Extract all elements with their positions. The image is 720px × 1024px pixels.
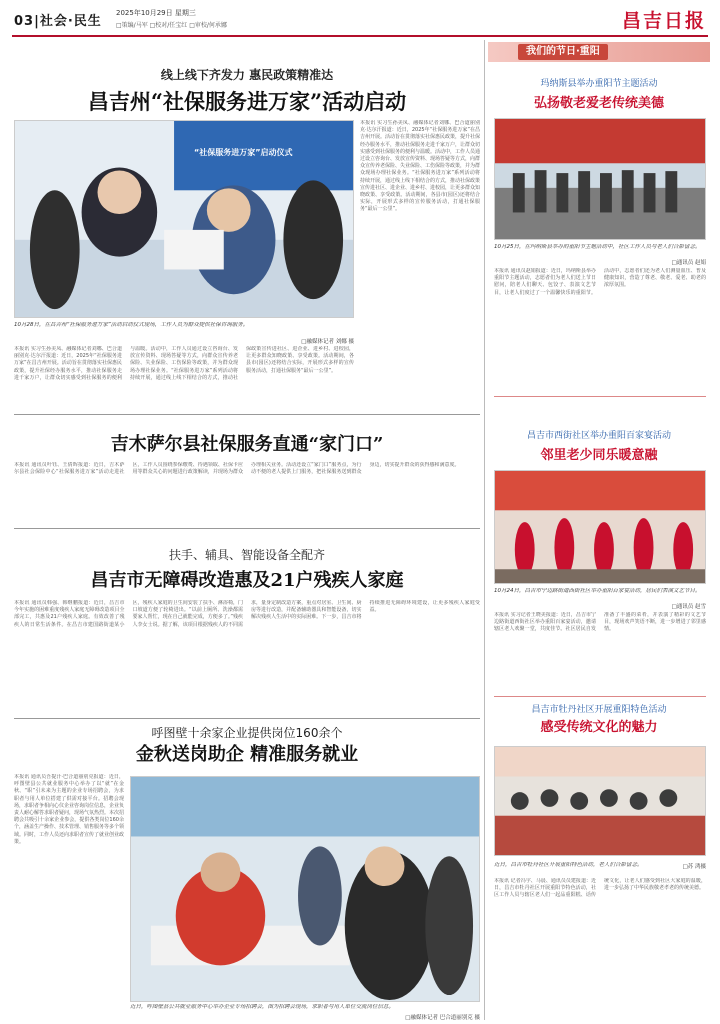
section-name: 社会·民生: [39, 14, 102, 29]
column-divider: [484, 40, 485, 1020]
r3-caption: 近日，昌吉市牡丹社区开展重阳特色活动，老人们合影留念。: [494, 862, 643, 868]
section-number: 03: [14, 14, 35, 29]
section-label: 03|社会·民生: [14, 14, 102, 29]
story4-caption: 近日，呼图壁县公共就业服务中心举办企业专场招聘会，图为招聘会现场，求职者与用人单位交流岗位信息。: [130, 1004, 395, 1010]
r1-photo: [494, 118, 706, 240]
r1-headline: 弘扬敬老爱老传统美德: [533, 96, 664, 111]
festival-banner: [488, 42, 710, 62]
story2-headline: 吉木萨尔县社保服务直通“家门口”: [110, 434, 384, 455]
paper-logo: 昌吉日报: [621, 10, 706, 32]
story3-kicker: 扶手、辅具、智能设备全配齐: [168, 548, 325, 562]
r2-caption: 10月24日，昌吉市宁边路街道西街社区举办重阳百家宴活动，居民们表演文艺节目。: [494, 588, 701, 594]
r3-headline: 感受传统文化的魅力: [540, 720, 658, 735]
story2-body: 本报讯 通讯员叶钰、王倩晖报道：近日，吉木萨尔县社会保险中心“社保服务进万家”活动走进社区，工作人员围绕参保缴费、待遇领取、社保卡应用等群众关心的问题进行政策解读，并现场为群众办理相关业务。活动还设立“家门口”服务点，为行动不便的老人提供上门服务，把社保服务送到群众身边，切实提升群众的获得感和满意度。: [14, 462, 460, 476]
story4-photo: [130, 776, 480, 1002]
story1-photo-sign: “社保服务进万家”启动仪式: [194, 148, 293, 157]
r2-credit: □通讯员 赵雪: [671, 604, 706, 610]
r2-photo: [494, 470, 706, 584]
r3-kicker: 昌吉市牡丹社区开展重阳特色活动: [531, 705, 667, 715]
story1-headline: 昌吉州“社保服务进万家”活动启动: [87, 89, 407, 114]
divider: [494, 396, 706, 397]
r3-body: 本报讯 记者冯宇、马晨、通讯员员建报道：近日，昌吉市牡丹社区开展重阳节特色活动，社区工作人员与辖区老人们一起品重阳糕、话传统文化，让老人们感受到社区大家庭的温暖，进一步弘扬了中华民族敬老孝老的传统美德。: [494, 878, 706, 899]
r1-kicker: 玛纳斯县举办重阳节主题活动: [540, 79, 658, 89]
r1-body: 本报讯 通讯员赵娟报道：近日，玛纳斯县举办重阳节主题活动，志愿者们为老人们送上节日慰问，陪老人们聊天、包饺子、表演文艺节目，让老人们度过了一个温馨快乐的重阳节。活动中，志愿者们还为老人们测量血压、普及健康知识，营造了尊老、敬老、爱老、助老的浓厚氛围。: [494, 268, 706, 296]
masthead: [0, 0, 720, 36]
r2-kicker: 昌吉市西街社区举办重阳百家宴活动: [526, 431, 671, 441]
story4-kicker: 呼图壁十余家企业提供岗位160余个: [151, 726, 343, 740]
divider: [14, 528, 480, 529]
date-line: 2025年10月29日 星期三: [116, 9, 196, 17]
r2-body: 本报讯 实习记者王晓美报道：近日，昌吉市宁边路街道西街社区举办重阳百家宴活动，邀请辖区老人欢聚一堂，共度佳节。社区居民自发准备了丰盛的菜肴，并表演了精彩的文艺节目，现场欢声笑语不断，进一步增进了邻里感情。: [494, 612, 706, 633]
divider: [14, 718, 480, 719]
story3-body: 本报讯 通讯员韩强、韩继鹏报道：近日，昌吉市今年实施的困难重度残疾人家庭无障碍改造项目全部完工，共惠及21户残疾人家庭。有效改善了残疾人的日常生活条件。在昌吉市建国路街道某小区，残疾人家庭的卫生间安装了扶手、淋浴椅，门口坡道方便了轮椅进出。“以前上厕所、洗澡都需要家人帮忙，现在自己就能完成，方便多了。”残疾人李女士说。据了解，该项目根据残疾人的不同需求，量身定制改造方案，重点对居室、卫生间、厨房等进行改造，并配备辅助器具和智能设备，切实解决残疾人生活中的实际困难。下一步，昌吉市将持续推进无障碍环境建设，让更多残疾人家庭受益。: [14, 600, 480, 628]
story1-caption: 10月28日，在昌吉州“社保服务进万家”活动启动仪式现场，工作人员为群众提供社保咨询服务。: [14, 322, 249, 328]
r2-headline: 邻里老少同乐暖意融: [540, 448, 658, 463]
festival-banner-label: 我们的节日·重阳: [518, 44, 608, 60]
story1-body-right: 本报讯 实习生孙美凤、融媒体记者刘娜、巴合道丽别克·达尔汗报道：近日，2025年“社保服务进万家”在昌吉州开展。活动旨在贯彻落实社保惠民政策，提升社保经办服务水平，推动社保服务走进千家万户，让群众切实感受到社保服务的便利与温暖。活动中，工作人员通过设立咨询台、发放宣传资料、现场答疑等方式，向群众宣传养老保险、失业保险、工伤保险等政策，并为群众现场办理社保业务。“社保服务进万家”系列活动将持续开展，通过线上线下相结合的方式，推动社保政策宣传进社区、进企业、进乡村、进校园，让更多群众知晓政策、享受政策。活动期间，各县市(园区)还将结合实际，开展形式多样的宣传服务活动，打通社保服务“最后一公里”。: [360, 120, 480, 213]
story1-body-left: 本报讯 实习生孙美凤、融媒体记者刘娜、巴合道丽别克·达尔汗报道：近日，2025年“社保服务进万家”在昌吉州开展。活动旨在贯彻落实社保惠民政策，提升社保经办服务水平，推动社保服务走进千家万户，让群众切实感受到社保服务的便利与温暖。活动中，工作人员通过设立咨询台、发放宣传资料、现场答疑等方式，向群众宣传养老保险、失业保险、工伤保险等政策，并为群众现场办理社保业务。“社保服务进万家”系列活动将持续开展，通过线上线下相结合的方式，推动社保政策宣传进社区、进企业、进乡村、进校园，让更多群众知晓政策、享受政策。活动期间，各县市(园区)还将结合实际，开展形式多样的宣传服务活动，打通社保服务“最后一公里”。: [14, 346, 354, 381]
r1-caption: 10月25日，在玛纳斯县举办的重阳节主题活动中，社区工作人员与老人们合影留念。: [494, 244, 701, 250]
r1-credit: □通讯员 赵娟: [671, 260, 706, 266]
story4-headline: 金秋送岗助企 精准服务就业: [135, 744, 359, 765]
divider: [14, 414, 480, 415]
story3-headline: 昌吉市无障碍改造惠及21户残疾人家庭: [90, 570, 404, 591]
story4-body: 本报讯 通讯员吾提汗·巴合道丽别克报道：近日，呼图壁县公共就业服务中心举办了以“就”在金秋、“职”引未来为主题的企业专场招聘会，为求职者与用人单位搭建了供需对接平台。招聘会现场，求职者争相向心仪企业咨询岗位信息，企业负责人耐心解答求职者疑问，现场气氛热烈。本次招聘会共吸引十余家企业参会，提供各类岗位160余个，涵盖生产操作、技术管理、销售服务等多个领域。同时，工作人员还向求职者宣传了就业创业政策。: [14, 774, 124, 845]
masthead-rule: [12, 35, 708, 37]
r3-photo: [494, 746, 706, 856]
story4-credit: □融媒体记者 巴合道丽别克 摄: [405, 1015, 480, 1021]
editors-line: □策编/马军 □校对/任宝红 □审校/何承娜: [116, 22, 227, 29]
story1-kicker: 线上线下齐发力 惠民政策精准达: [160, 68, 334, 82]
story1-credit: □融媒体记者 刘娜 摄: [301, 339, 354, 345]
r3-credit: □苏 鸿摄: [682, 864, 706, 870]
divider: [494, 696, 706, 697]
